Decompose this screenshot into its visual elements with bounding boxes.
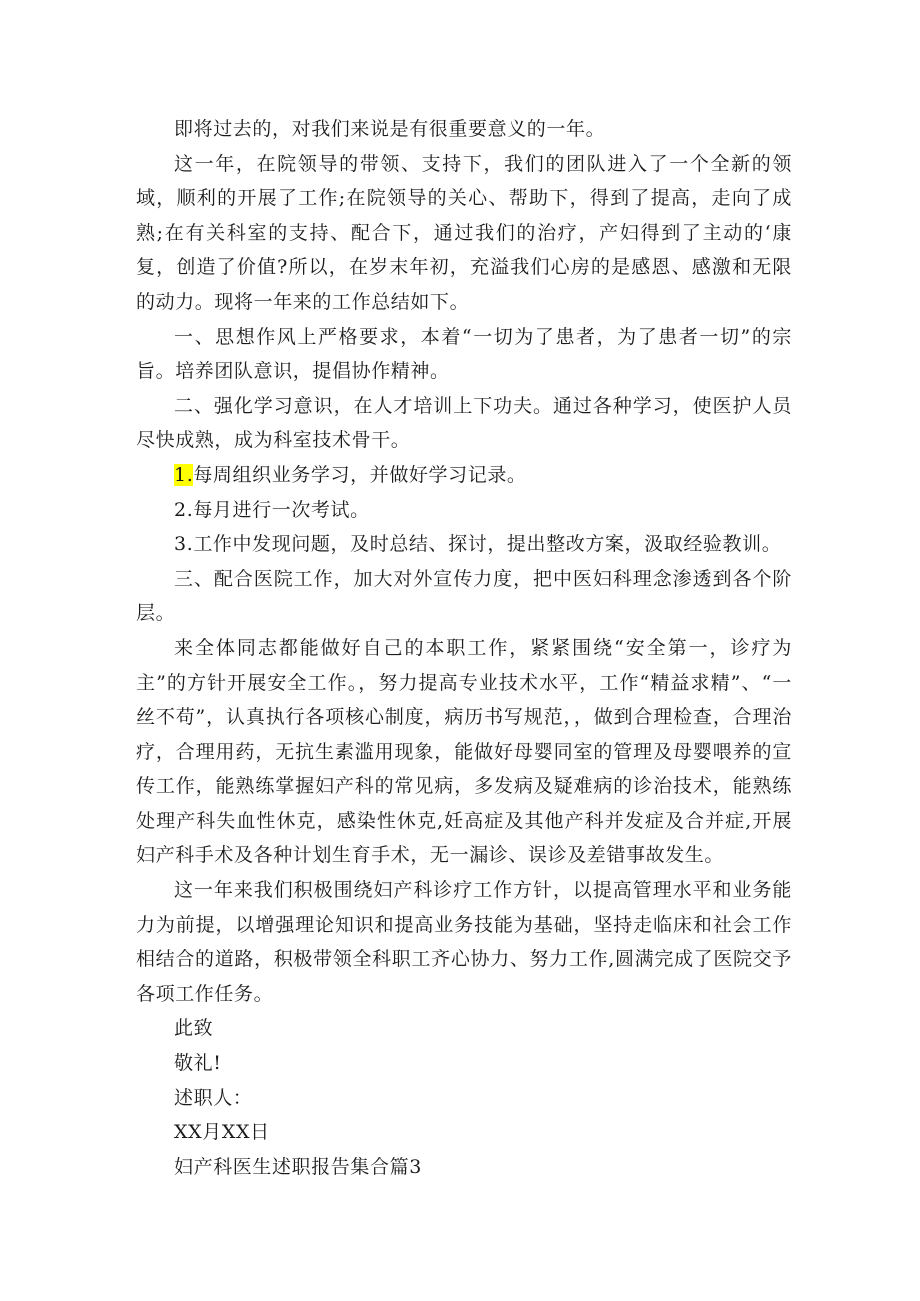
highlighted-list-number: 1. xyxy=(174,463,194,486)
paragraph-intro: 即将过去的，对我们来说是有很重要意义的一年。 xyxy=(174,118,606,140)
paragraph-section-three: 三、配合医院工作，加大对外宣传力度，把中医妇科理念渗透到各个阶层。 xyxy=(136,567,792,625)
list-item-text: 每月进行一次考试。 xyxy=(193,498,370,521)
paragraph-section-one: 一、思想作风上严格要求，本着“一切为了患者，为了患者一切”的宗旨。培养团队意识，提倡协作精神。 xyxy=(136,325,792,383)
document-body xyxy=(136,112,792,1184)
list-item xyxy=(136,493,792,528)
closing-salutation: 此致 xyxy=(174,1017,214,1040)
signer-label: 述职人： xyxy=(174,1086,253,1109)
list-item-text: 每周组织业务学习，并做好学习记录。 xyxy=(193,463,527,486)
list-item xyxy=(136,458,792,493)
list-item xyxy=(136,527,792,562)
closing-regards: 敬礼! xyxy=(174,1052,222,1075)
list-item-number: 3. xyxy=(174,533,194,556)
paragraph-year-review: 这一年，在院领导的带领、支持下，我们的团队进入了一个全新的领域，顺利的开展了工作;在院领导的关心、帮助下，得到了提高，走向了成熟;在有关科室的支持、配合下，通过我们的治疗，产妇得到了主动的‘康复，创造了价值?所以，在岁末年初，充溢我们心房的是感恩、感激和无限的动力。现将一年来的工作总结如下。 xyxy=(136,152,792,313)
paragraph-section-two: 二、强化学习意识，在人才培训上下功夫。通过各种学习，使医护人员尽快成熟，成为科室技术骨干。 xyxy=(136,394,792,452)
paragraph-duties: 来全体同志都能做好自己的本职工作，紧紧围绕“安全第一，诊疗为主”的方针开展安全工作。，努力提高专业技术水平，工作“精益求精”、“一丝不苟”，认真执行各项核心制度，病历书写规范，，做到合理检查，合理治疗，合理用药，无抗生素滥用现象，能做好母婴同室的管理及母婴喂养的宣传工作，能熟练掌握妇产科的常见病，多发病及疑难病的诊治技术，能熟练处理产科失血性休克，感染性休克,妊高症及其他产科并发症及合并症,开展妇产科手术及各种计划生育手术，无一漏诊、误诊及差错事故发生。 xyxy=(136,636,792,867)
paragraph-summary: 这一年来我们积极围绕妇产科诊疗工作方针，以提高管理水平和业务能力为前提，以增强理论知识和提高业务技能为基础，坚持走临床和社会工作相结合的道路，积极带领全科职工齐心协力、努力工作,圆满完成了医院交予各项工作任务。 xyxy=(136,879,792,1005)
report-date: XX月XX日 xyxy=(174,1121,270,1144)
list-item-text: 工作中发现问题，及时总结、探讨，提出整改方案，汲取经验教训。 xyxy=(193,533,782,556)
next-section-title: 妇产科医生述职报告集合篇3 xyxy=(174,1155,422,1178)
list-item-number: 2. xyxy=(174,498,194,521)
